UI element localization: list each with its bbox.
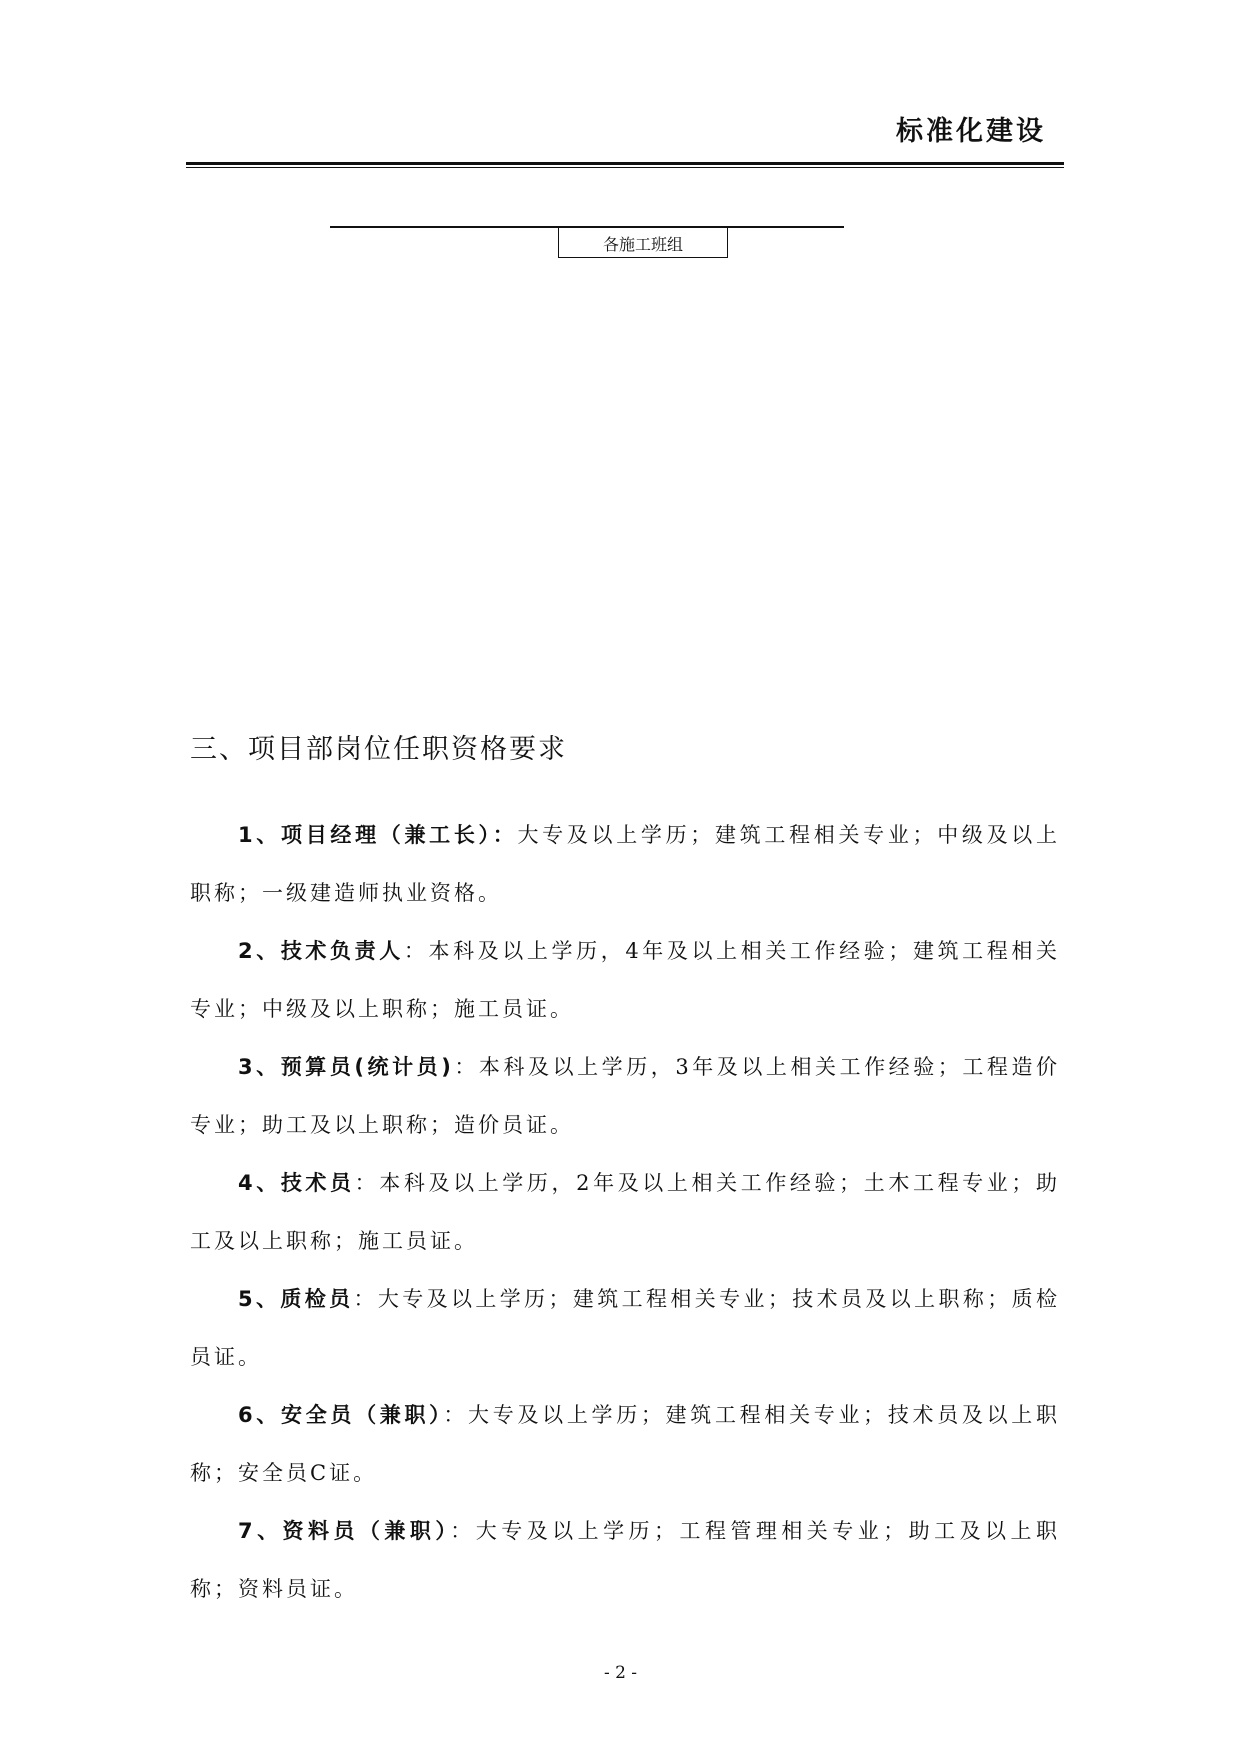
- requirement-label: 2、技术负责人: [238, 939, 404, 963]
- requirement-label: 1、项目经理（兼工长）：: [238, 823, 518, 847]
- org-chart-box-construction-teams: 各施工班组: [558, 228, 728, 258]
- requirement-document-clerk: [190, 1502, 1060, 1618]
- requirement-text: ：本科及以上学历，4年及以上相关工作经验；建筑工程相关专业；中级及以上职称；施工员证。: [190, 939, 1060, 1021]
- requirement-technician: [190, 1154, 1060, 1270]
- requirement-label: 6、安全员（兼职）: [238, 1403, 444, 1427]
- requirement-text: ：本科及以上学历，3年及以上相关工作经验；工程造价专业；助工及以上职称；造价员证。: [190, 1055, 1060, 1137]
- section-heading: 三、项目部岗位任职资格要求: [190, 734, 567, 765]
- requirements-list: [190, 806, 1060, 1618]
- requirement-label: 7、资料员（兼职）: [238, 1519, 451, 1543]
- header-rule-thin: [186, 167, 1064, 168]
- header-title: 标准化建设: [896, 116, 1046, 147]
- requirement-text: ：大专及以上学历；工程管理相关专业；助工及以上职称；资料员证。: [190, 1519, 1060, 1601]
- page-number: - 2 -: [603, 1663, 638, 1683]
- requirement-text: ：大专及以上学历；建筑工程相关专业；技术员及以上职称；质检员证。: [190, 1287, 1060, 1369]
- requirement-text: ：大专及以上学历；建筑工程相关专业；技术员及以上职称；安全员C证。: [190, 1403, 1060, 1485]
- header-rule-thick: [186, 162, 1064, 165]
- requirement-label: 5、质检员: [238, 1287, 354, 1311]
- requirement-quality-inspector: [190, 1270, 1060, 1386]
- requirement-technical-lead: [190, 922, 1060, 1038]
- requirement-label: 4、技术员: [238, 1171, 355, 1195]
- requirement-safety-officer: [190, 1386, 1060, 1502]
- requirement-budget-officer: [190, 1038, 1060, 1154]
- requirement-project-manager: [190, 806, 1060, 922]
- requirement-text: 大专及以上学历；建筑工程相关专业；中级及以上职称；一级建造师执业资格。: [190, 823, 1060, 905]
- requirement-label: 3、预算员(统计员): [238, 1055, 454, 1079]
- requirement-text: ：本科及以上学历，2年及以上相关工作经验；土木工程专业；助工及以上职称；施工员证。: [190, 1171, 1060, 1253]
